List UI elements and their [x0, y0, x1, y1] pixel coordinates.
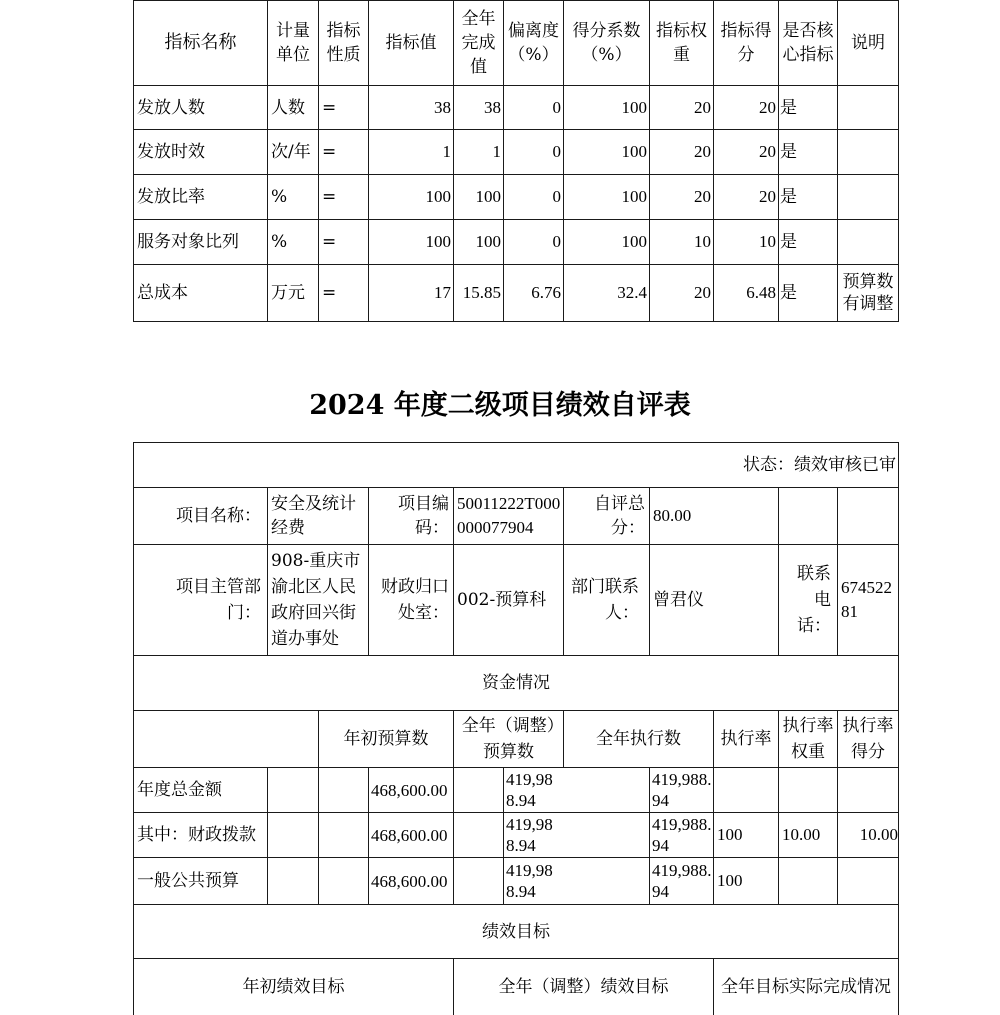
row-coefficient: 32.4 [617, 283, 647, 302]
goals-header-initial: 年初绩效目标 [242, 977, 345, 997]
row-score: 10 [759, 232, 776, 251]
funds-row-label: 一般公共预算 [137, 871, 239, 891]
row-score: 20 [759, 97, 776, 117]
row-completed: 38 [484, 97, 501, 117]
row-coefficient: 100 [621, 232, 647, 251]
header-indicator-score: 指标得分 [720, 21, 772, 65]
header-completed-value: 全年完成值 [461, 9, 496, 77]
funds-row-score [838, 768, 898, 812]
row-completed: 100 [475, 232, 501, 251]
funds-row-executed: 419,988.94 [652, 861, 712, 901]
row-unit: % [271, 187, 288, 207]
self-score-value: 80.00 [653, 506, 692, 525]
row-completed: 100 [475, 187, 501, 206]
office-value: 002-预算科 [457, 590, 547, 610]
row-core: 是 [780, 142, 797, 162]
row-name: 总成本 [137, 283, 188, 303]
header-nature: 指标性质 [326, 21, 361, 65]
funds-row-label: 年度总金额 [137, 780, 222, 800]
header-weight: 指标权重 [656, 21, 707, 65]
goals-header-actual: 全年目标实际完成情况 [721, 977, 891, 997]
row-deviation: 0 [552, 187, 561, 206]
row-weight: 20 [694, 97, 711, 117]
row-weight: 10 [694, 232, 711, 251]
funds-header-executed: 全年执行数 [596, 729, 681, 749]
funds-header-initial: 年初预算数 [343, 729, 429, 749]
funds-row-score: 10.00 [859, 825, 898, 844]
row-core: 是 [780, 187, 797, 207]
row-deviation: 6.76 [531, 283, 561, 302]
row-target: 100 [425, 187, 451, 206]
goals-section-title: 绩效目标 [482, 921, 550, 942]
funds-row-executed: 419,988.94 [652, 815, 712, 855]
project-code-label: 项目编码： [398, 494, 449, 538]
funds-header-weight: 执行率权重 [782, 716, 834, 762]
row-target: 17 [434, 283, 451, 302]
row-nature: = [322, 187, 337, 207]
row-name: 服务对象比列 [137, 232, 239, 252]
goals-header-adjusted: 全年（调整）绩效目标 [498, 977, 669, 997]
funds-row-initial: 468,600.00 [371, 825, 448, 845]
funds-row-score [838, 858, 898, 904]
row-nature: = [322, 283, 337, 303]
funds-row-adjusted: 419,988.94 [506, 861, 553, 901]
funds-header-rate: 执行率 [720, 729, 772, 749]
header-indicator-name: 指标名称 [164, 32, 237, 53]
row-name: 发放比率 [137, 187, 205, 207]
funds-row-adjusted: 419,988.94 [506, 770, 553, 810]
funds-row-adjusted: 419,988.94 [506, 815, 553, 855]
funds-row-weight [779, 768, 837, 812]
header-unit: 计量单位 [276, 21, 310, 65]
row-unit: 人数 [271, 97, 305, 118]
project-name-value: 安全及统计经费 [271, 494, 356, 538]
header-target-value: 指标值 [385, 33, 437, 53]
row-nature: = [322, 232, 337, 252]
contact-label: 部门联系人： [571, 577, 639, 623]
funds-header-score: 执行率得分 [842, 716, 894, 762]
self-score-label: 自评总分： [594, 494, 645, 538]
row-unit: 万元 [271, 283, 305, 303]
row-weight: 20 [694, 283, 711, 302]
row-score: 6.48 [746, 283, 776, 302]
row-deviation: 0 [552, 142, 561, 161]
row-target: 1 [442, 142, 451, 161]
funds-row-weight [779, 858, 837, 904]
dept-value: 908-重庆市渝北区人民政府回兴街道办事处 [271, 551, 361, 649]
row-name: 发放人数 [137, 97, 205, 118]
row-coefficient: 100 [621, 97, 647, 117]
row-name: 发放时效 [137, 142, 205, 162]
row-completed: 1 [492, 142, 501, 161]
row-coefficient: 100 [621, 142, 647, 161]
row-score: 20 [759, 187, 776, 206]
header-score-coefficient: 得分系数（%） [572, 21, 641, 65]
row-coefficient: 100 [621, 187, 647, 206]
funds-row-label: 其中：财政拨款 [137, 825, 256, 845]
phone-label: 联系电话： [797, 564, 831, 636]
project-code-value: 50011222T000000077904 [457, 494, 561, 537]
page-title: 2024 年度二级项目绩效自评表 [309, 390, 691, 421]
row-deviation: 0 [552, 97, 561, 117]
row-deviation: 0 [552, 232, 561, 251]
funds-row-initial: 468,600.00 [371, 780, 448, 800]
header-notes: 说明 [851, 33, 885, 53]
funds-row-rate [714, 768, 778, 812]
phone-value: 67452281 [841, 578, 892, 621]
contact-value: 曾君仪 [653, 590, 704, 610]
funds-row-weight: 10.00 [782, 825, 821, 844]
row-weight: 20 [694, 187, 711, 206]
row-completed: 15.85 [462, 283, 501, 302]
row-nature: = [322, 142, 337, 162]
funds-row-rate: 100 [717, 825, 743, 844]
status-text: 状态：绩效审核已审 [743, 455, 896, 475]
funds-section-title: 资金情况 [482, 673, 550, 693]
header-core-indicator: 是否核心指标 [782, 21, 834, 65]
dept-label: 项目主管部门： [176, 577, 261, 623]
funds-header-adjusted: 全年（调整）预算数 [461, 716, 556, 762]
row-unit: 次/年 [271, 142, 311, 162]
funds-row-executed: 419,988.94 [652, 770, 712, 810]
row-notes: 预算数有调整 [842, 272, 894, 314]
row-weight: 20 [694, 142, 711, 161]
row-core: 是 [780, 97, 797, 118]
row-core: 是 [780, 232, 797, 252]
row-target: 38 [434, 97, 451, 117]
funds-row-rate: 100 [717, 871, 743, 890]
row-unit: % [271, 232, 288, 252]
header-deviation: 偏离度（%） [508, 21, 559, 65]
row-score: 20 [759, 142, 776, 161]
office-label: 财政归口处室： [381, 577, 449, 623]
row-nature: = [322, 97, 337, 118]
funds-row-initial: 468,600.00 [371, 871, 448, 891]
row-core: 是 [780, 283, 797, 303]
project-name-label: 项目名称： [176, 506, 261, 526]
row-target: 100 [425, 232, 451, 251]
